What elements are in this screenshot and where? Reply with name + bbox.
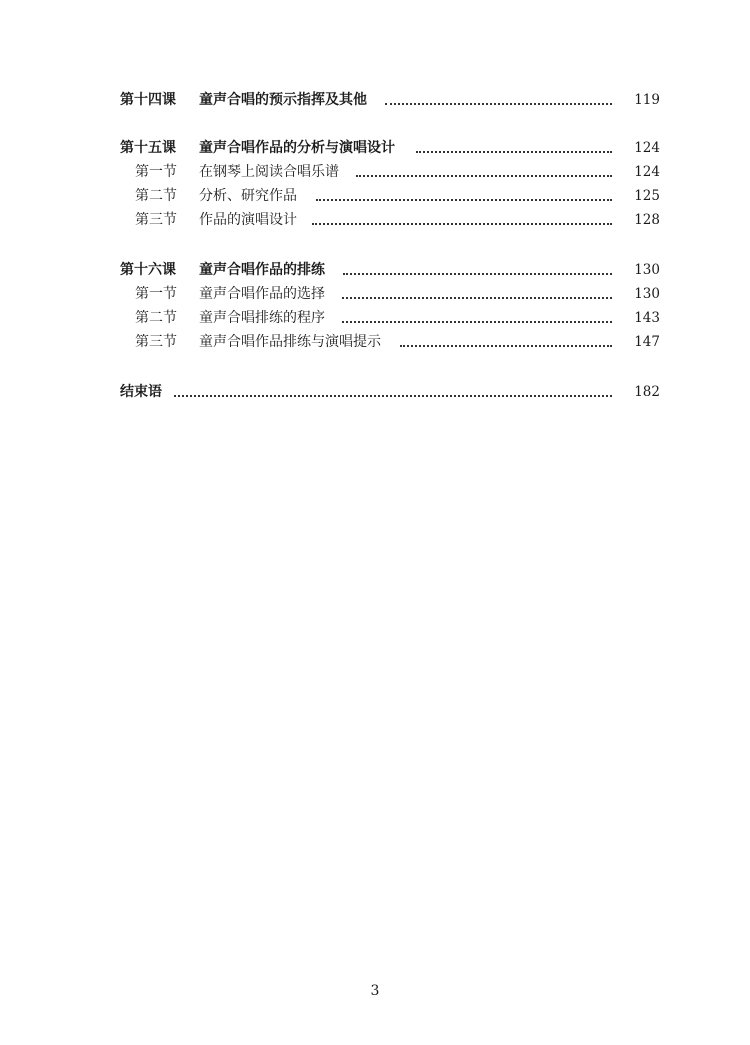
- dot-leader: [385, 103, 612, 105]
- page-number: 125: [634, 188, 660, 204]
- section-title: 童声合唱作品排练与演唱提示: [199, 334, 381, 350]
- toc-entry-lesson-16-section-1: [0, 282, 750, 306]
- lesson-title: 童声合唱作品的排练: [199, 262, 325, 278]
- section-number: 第一节: [135, 164, 177, 180]
- toc-entry-lesson-15: [0, 136, 750, 160]
- lesson-title: 童声合唱作品的分析与演唱设计: [199, 140, 395, 156]
- section-number: 第二节: [135, 310, 177, 326]
- dot-leader: [416, 151, 612, 153]
- dot-leader: [174, 395, 612, 397]
- toc-entry-lesson-14: [0, 88, 750, 112]
- ending-title: 结束语: [120, 384, 162, 400]
- section-number: 第三节: [135, 334, 177, 350]
- dot-leader: [316, 199, 612, 201]
- section-title: 分析、研究作品: [199, 188, 297, 204]
- page-number: 143: [634, 310, 660, 326]
- lesson-number: 第十四课: [120, 92, 176, 108]
- page-number: 130: [634, 262, 660, 278]
- section-number: 第二节: [135, 188, 177, 204]
- section-title: 童声合唱排练的程序: [199, 310, 325, 326]
- dot-leader: [343, 273, 612, 275]
- page-number: 182: [634, 384, 660, 400]
- toc-entry-lesson-15-section-3: [0, 208, 750, 232]
- dot-leader: [342, 321, 612, 323]
- toc-entry-ending: [0, 380, 750, 404]
- toc-entry-lesson-16-section-3: [0, 330, 750, 354]
- page-number: 147: [634, 334, 660, 350]
- lesson-number: 第十六课: [120, 262, 176, 278]
- section-number: 第三节: [135, 212, 177, 228]
- lesson-number: 第十五课: [120, 140, 176, 156]
- page-number: 119: [634, 92, 660, 108]
- page-number: 124: [634, 164, 660, 180]
- dot-leader: [342, 297, 612, 299]
- footer-page-number: 3: [370, 983, 380, 999]
- section-title: 在钢琴上阅读合唱乐谱: [199, 164, 339, 180]
- dot-leader: [400, 345, 612, 347]
- toc-entry-lesson-16-section-2: [0, 306, 750, 330]
- page-number: 128: [634, 212, 660, 228]
- lesson-title: 童声合唱的预示指挥及其他: [199, 92, 367, 108]
- dot-leader: [356, 175, 612, 177]
- toc-entry-lesson-16: [0, 258, 750, 282]
- section-title: 童声合唱作品的选择: [199, 286, 325, 302]
- dot-leader: [312, 223, 612, 225]
- toc-entry-lesson-15-section-1: [0, 160, 750, 184]
- section-number: 第一节: [135, 286, 177, 302]
- toc-entry-lesson-15-section-2: [0, 184, 750, 208]
- page-number: 124: [634, 140, 660, 156]
- page-number: 130: [634, 286, 660, 302]
- section-title: 作品的演唱设计: [199, 212, 297, 228]
